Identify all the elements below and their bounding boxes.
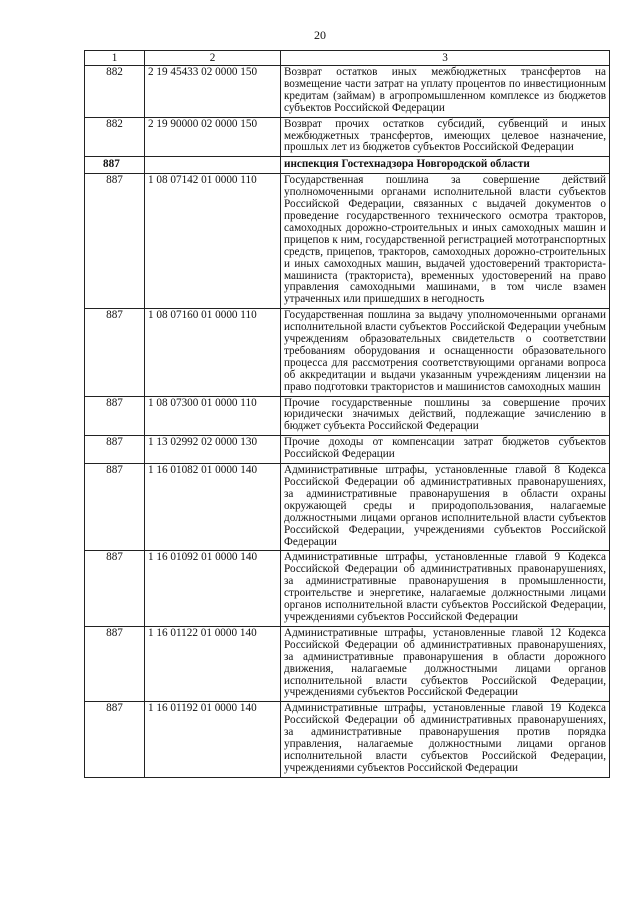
budget-code-cell: 1 16 01192 01 0000 140 [145, 702, 281, 777]
table-row [85, 117, 610, 157]
budget-code-cell: 1 08 07160 01 0000 110 [145, 309, 281, 396]
budget-code-cell: 2 19 45433 02 0000 150 [145, 66, 281, 118]
admin-code-cell: 887 [85, 702, 145, 777]
table-row [85, 174, 610, 309]
budget-code-cell: 1 16 01082 01 0000 140 [145, 464, 281, 551]
description-cell: Возврат остатков иных межбюджетных трансфертов на возмещение части затрат на уплату процентов по инвестиционным кредитам (займам) в агропромышленном комплексе из бюджетов субъектов Российской Федерации [281, 66, 610, 118]
budget-code-cell: 1 13 02992 02 0000 130 [145, 436, 281, 464]
budget-code-cell: 1 08 07142 01 0000 110 [145, 174, 281, 309]
description-cell: Прочие доходы от компенсации затрат бюджетов субъектов Российской Федерации [281, 436, 610, 464]
column-header-description: 3 [281, 51, 610, 66]
page-number: 20 [314, 28, 326, 42]
description-cell: Административные штрафы, установленные главой 19 Кодекса Российской Федерации об административных правонарушениях, за административные правонарушения против порядка управления, налагаемые должностными лицами органов исполнительной власти субъектов Российской Федерации, учреждениями субъектов Российской Федерации [281, 702, 610, 777]
admin-code-cell: 882 [85, 66, 145, 118]
description-cell: Государственная пошлина за выдачу уполномоченными органами исполнительной власти субъектов Российской Федерации учебным учреждениям образовательных свидетельств о соответствии требованиям оборудования и оснащенности образовательного процесса для рассмотрения соответствующими органами вопроса об аккредитации и выдачи указанным учреждениям лицензии на право подготовки трактористов и машинистов самоходных машин [281, 309, 610, 396]
admin-code-cell: 887 [85, 551, 145, 626]
admin-code-cell: 887 [85, 464, 145, 551]
admin-code-cell: 887 [85, 157, 145, 174]
table-header-row [85, 51, 610, 66]
description-cell: Административные штрафы, установленные главой 8 Кодекса Российской Федерации об административных правонарушениях, за административные правонарушения в области охраны окружающей среды и природопользования, налагаемые должностными лицами органов исполнительной власти субъектов Российской Федерации, учреждениями субъектов Российской Федерации [281, 464, 610, 551]
table-row [85, 464, 610, 551]
table-row [85, 436, 610, 464]
admin-code-cell: 882 [85, 117, 145, 157]
admin-code-cell: 887 [85, 396, 145, 436]
description-cell: инспекция Гостехнадзора Новгородской области [281, 157, 610, 174]
column-header-admin: 1 [85, 51, 145, 66]
table-row [85, 396, 610, 436]
table-row [85, 309, 610, 396]
table-row [85, 702, 610, 777]
description-cell: Возврат прочих остатков субсидий, субвенций и иных межбюджетных трансфертов, имеющих целевое назначение, прошлых лет из бюджетов субъектов Российской Федерации [281, 117, 610, 157]
admin-code-cell: 887 [85, 626, 145, 701]
table-row [85, 66, 610, 118]
budget-code-cell: 1 08 07300 01 0000 110 [145, 396, 281, 436]
admin-code-cell: 887 [85, 174, 145, 309]
section-row [85, 157, 610, 174]
table-body [85, 51, 610, 778]
description-cell: Прочие государственные пошлины за совершение прочих юридически значимых действий, подлежащие зачислению в бюджет субъекта Российской Федерации [281, 396, 610, 436]
table-row [85, 626, 610, 701]
description-cell: Административные штрафы, установленные главой 12 Кодекса Российской Федерации об административных правонарушениях, за административные правонарушения в области дорожного движения, налагаемые должностными лицами органов исполнительной власти субъектов Российской Федерации, учреждениями субъектов Российской Федерации [281, 626, 610, 701]
table-row [85, 551, 610, 626]
budget-code-cell: 1 16 01092 01 0000 140 [145, 551, 281, 626]
budget-code-cell: 2 19 90000 02 0000 150 [145, 117, 281, 157]
budget-code-cell: 1 16 01122 01 0000 140 [145, 626, 281, 701]
budget-classification-table [84, 50, 610, 778]
column-header-code: 2 [145, 51, 281, 66]
admin-code-cell: 887 [85, 436, 145, 464]
description-cell: Административные штрафы, установленные главой 9 Кодекса Российской Федерации об административных правонарушениях, за административные правонарушения в промышленности, строительстве и энергетике, налагаемые должностными лицами органов исполнительной власти субъектов Российской Федерации, учреждениями субъектов Российской Федерации [281, 551, 610, 626]
budget-code-cell [145, 157, 281, 174]
admin-code-cell: 887 [85, 309, 145, 396]
description-cell: Государственная пошлина за совершение действий уполномоченными органами исполнительной власти субъектов Российской Федерации, связанных с выдачей документов о проведение государственного технического осмотра тракторов, самоходных дорожно-строительных и иных самоходных машин и прицепов к ним, государственной регистрацией мототранспортных средств, прицепов, тракторов, самоходных дорожно-строительных и иных самоходных машин, выдачей удостоверений тракториста-машиниста (тракториста), временных удостоверений на право управления самоходными машинами, в том числе взамен утраченных или пришедших в негодность [281, 174, 610, 309]
